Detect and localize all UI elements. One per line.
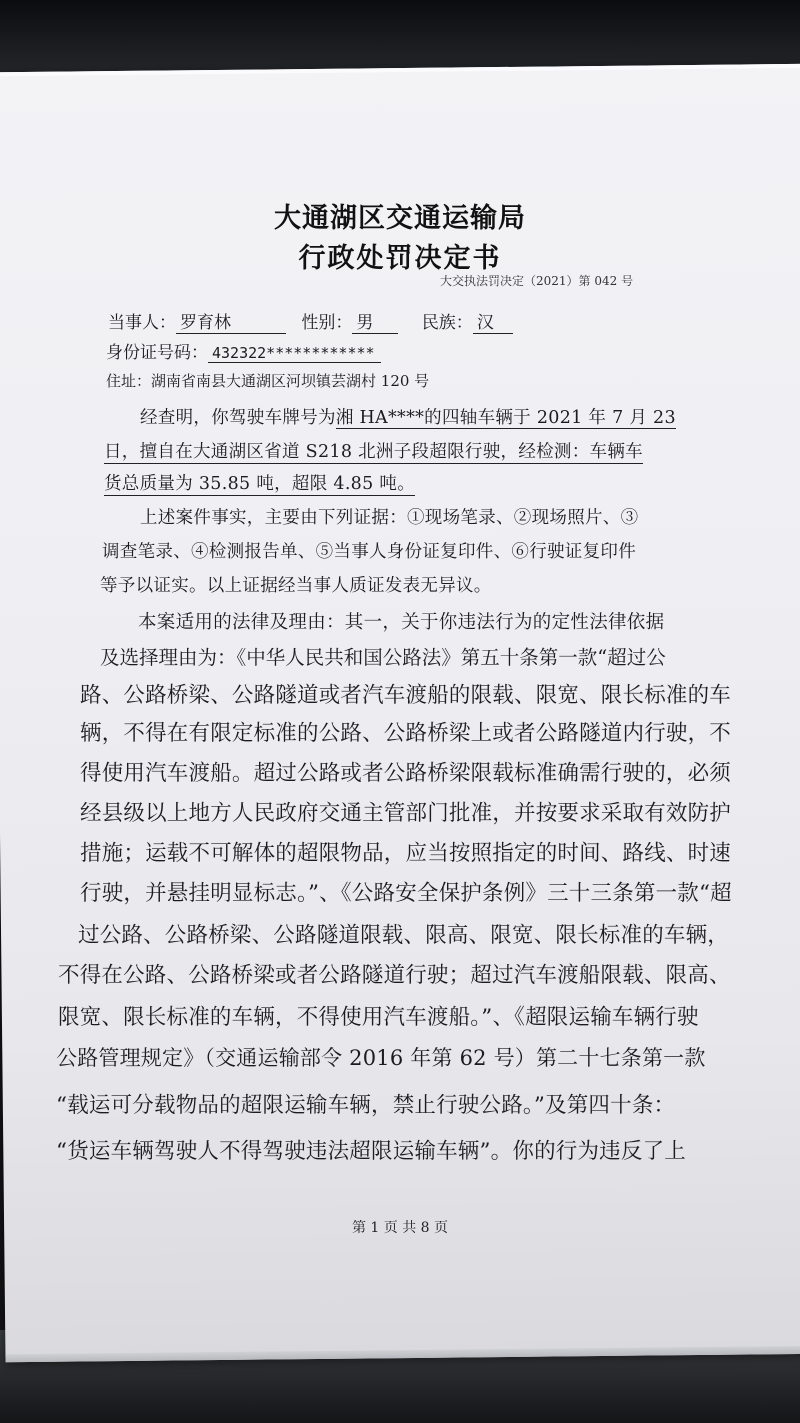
page-number: 第 1 页 共 8 页 — [351, 1220, 449, 1236]
gender-label: 性别： — [301, 313, 353, 333]
party-name-label: 当事人： — [108, 313, 176, 333]
address-label: 住址： — [106, 372, 152, 390]
evidence-line-3: 等予以证实。以上证据经当事人质证发表无异议。 — [100, 576, 492, 596]
party-name-row — [108, 308, 513, 334]
legal-basis-line-6: 经县级以上地方人民政府交通主管部门批准，并按要求采取有效防护 — [80, 801, 732, 826]
legal-basis-line-2: 及选择理由为：《中华人民共和国公路法》第五十条第一款“超过公 — [100, 646, 666, 669]
document-title-agency: 大通湖区交通运输局 — [274, 203, 526, 234]
id-number-value: 432322************ — [208, 344, 381, 363]
legal-basis-line-7: 措施；运载不可解体的超限物品，应当按照指定的时间、路线、时速 — [80, 841, 732, 866]
legal-basis-line-12: 公路管理规定》（交通运输部令 2016 年第 62 号）第二十七条第一款 — [56, 1046, 706, 1070]
gender-value: 男 — [352, 308, 398, 334]
legal-basis-line-14: “货运车辆驾驶人不得驾驶违法超限运输车辆”。你的行为违反了上 — [56, 1139, 686, 1164]
evidence-line-2: 调查笔录、④检测报告单、⑤当事人身份证复印件、⑥行驶证复印件 — [102, 542, 636, 562]
id-number-row — [106, 338, 381, 363]
id-number-label: 身份证号码： — [106, 343, 208, 363]
legal-basis-line-11: 限宽、限长标准的车辆，不得使用汽车渡船。”、《超限运输车辆行驶 — [58, 1005, 699, 1030]
legal-basis-line-10: 不得在公路、公路桥梁或者公路隧道行驶；超过汽车渡船限载、限高、 — [58, 963, 731, 988]
legal-basis-line-13: “载运可分载物品的超限运输车辆，禁止行驶公路。”及第四十条： — [56, 1093, 676, 1118]
party-name-value: 罗育林 — [176, 308, 286, 334]
address-value: 湖南省南县大通湖区河坝镇芸湖村 120 号 — [151, 372, 430, 390]
findings-line-3: 货总质量为 35.85 吨，超限 4.85 吨。 — [104, 470, 415, 496]
legal-basis-line-4: 辆，不得在有限定标准的公路、公路桥梁上或者公路隧道内行驶，不 — [80, 721, 732, 746]
findings-vehicle-date: 湘 HA****的四轴车辆于 2021 年 7 月 23 — [335, 408, 676, 428]
document-number: 大交执法罚决定（2021）第 042 号 — [440, 274, 634, 288]
legal-basis-line-8: 行驶，并悬挂明显标志。”、《公路安全保护条例》三十三条第一款“超 — [80, 881, 732, 906]
legal-basis-line-1: 本案适用的法律及理由：其一，关于你违法行为的定性法律依据 — [138, 612, 665, 633]
document-title-type: 行政处罚决定书 — [298, 243, 502, 274]
address-row — [106, 370, 429, 391]
ethnicity-value: 汉 — [473, 308, 513, 334]
findings-line-2: 日，擅自在大通湖区省道 S218 北洲子段超限行驶，经检测：车辆车 — [104, 438, 643, 464]
findings-prefix: 经查明，你驾驶车牌号为 — [140, 408, 336, 428]
legal-basis-line-9: 过公路、公路桥梁、公路隧道限载、限高、限宽、限长标准的车辆， — [78, 923, 730, 948]
findings-line-1 — [140, 404, 676, 429]
legal-basis-line-3: 路、公路桥梁、公路隧道或者汽车渡船的限载、限宽、限长标准的车 — [80, 683, 732, 708]
evidence-line-1: 上述案件事实，主要由下列证据：①现场笔录、②现场照片、③ — [140, 508, 639, 528]
ethnicity-label: 民族： — [421, 313, 473, 333]
legal-basis-line-5: 得使用汽车渡船。超过公路或者公路桥梁限载标准确需行驶的，必须 — [80, 761, 732, 786]
